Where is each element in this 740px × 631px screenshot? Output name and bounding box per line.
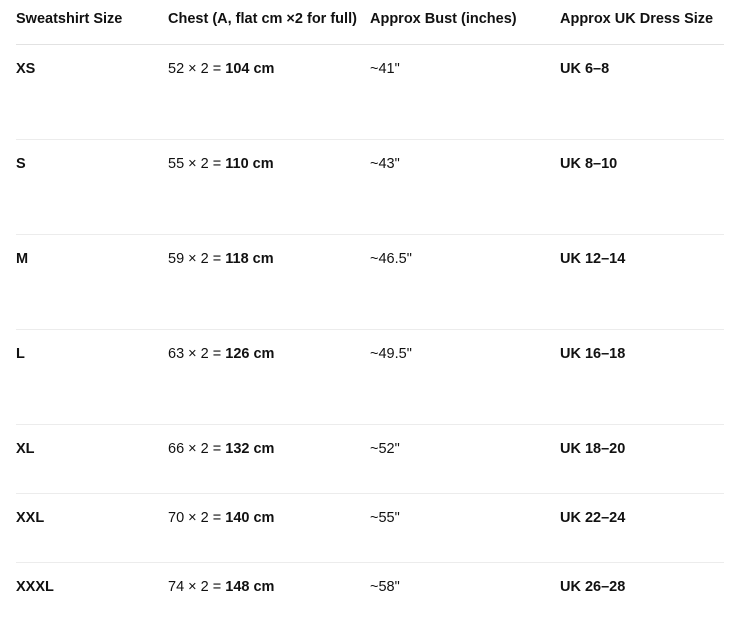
table-row [16, 562, 724, 631]
table-row [16, 139, 724, 234]
column-header-dress-size: Approx UK Dress Size [560, 0, 724, 44]
cell-size: XXL [16, 493, 168, 562]
cell-dress-size: UK 22–24 [560, 493, 724, 562]
cell-size: XL [16, 424, 168, 493]
table-row [16, 44, 724, 139]
table-body [16, 44, 724, 631]
chest-total: 110 cm [225, 155, 274, 172]
chest-calculation: 52 × 2 = [168, 60, 226, 77]
cell-size: S [16, 139, 168, 234]
table-row [16, 424, 724, 493]
cell-bust: ~55" [370, 493, 560, 562]
cell-size: XXXL [16, 578, 54, 595]
column-header-size: Sweatshirt Size [16, 0, 168, 44]
cell-chest [168, 234, 370, 329]
cell-bust: ~49.5" [370, 329, 560, 424]
table-header-row [16, 0, 724, 44]
cell-chest [168, 424, 370, 493]
cell-chest [168, 329, 370, 424]
cell-bust: ~46.5" [370, 234, 560, 329]
chest-calculation: 70 × 2 = [168, 509, 226, 526]
table-header [16, 0, 724, 44]
column-header-bust: Approx Bust (inches) [370, 0, 560, 44]
column-header-chest: Chest (A, flat cm ×2 for full) [168, 0, 370, 44]
table-row [16, 329, 724, 424]
chest-total: 126 cm [225, 345, 275, 362]
cell-bust: ~58" [370, 578, 400, 595]
cell-dress-size: UK 18–20 [560, 424, 724, 493]
chest-total: 148 cm [225, 578, 275, 595]
cell-size: XS [16, 44, 168, 139]
chest-calculation: 66 × 2 = [168, 440, 226, 457]
cell-dress-size: UK 8–10 [560, 139, 724, 234]
cell-chest [168, 44, 370, 139]
chest-total: 132 cm [225, 440, 275, 457]
cell-bust: ~41" [370, 44, 560, 139]
chest-calculation: 74 × 2 = [168, 578, 226, 595]
sweatshirt-size-table [16, 0, 724, 631]
cell-bust: ~52" [370, 424, 560, 493]
chest-total: 140 cm [225, 509, 275, 526]
cell-size: L [16, 329, 168, 424]
cell-dress-size: UK 12–14 [560, 234, 724, 329]
cell-chest [168, 562, 370, 631]
table-row [16, 234, 724, 329]
cell-chest [168, 493, 370, 562]
cell-chest [168, 139, 370, 234]
cell-dress-size: UK 26–28 [560, 578, 626, 595]
chest-calculation: 63 × 2 = [168, 345, 226, 362]
cell-dress-size: UK 6–8 [560, 44, 724, 139]
chest-total: 118 cm [225, 250, 274, 267]
chest-calculation: 55 × 2 = [168, 155, 226, 172]
table-row [16, 493, 724, 562]
cell-size: M [16, 234, 168, 329]
chest-calculation: 59 × 2 = [168, 250, 226, 267]
chest-total: 104 cm [225, 60, 275, 77]
cell-bust: ~43" [370, 139, 560, 234]
cell-dress-size: UK 16–18 [560, 329, 724, 424]
